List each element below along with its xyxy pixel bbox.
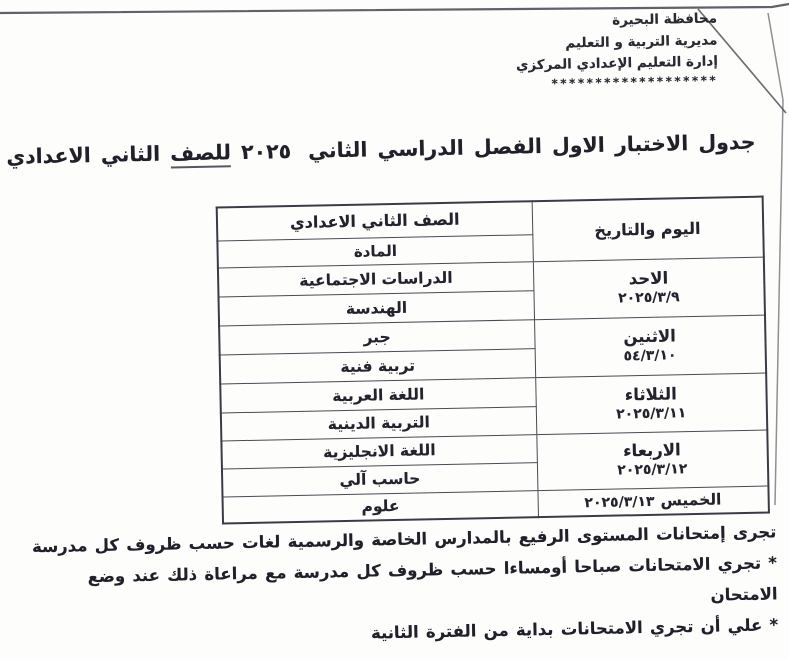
footer-notes: [28, 516, 778, 655]
table-header-row: [217, 197, 764, 241]
day-name: الاثنين: [535, 325, 765, 350]
subject-cell: اللغة الانجليزية: [221, 434, 536, 468]
day-cell-tuesday: [535, 373, 767, 435]
subject-cell: الدراسات الاجتماعية: [218, 261, 534, 296]
subject-cell: الهندسة: [218, 290, 534, 325]
header-grade: الصف الثاني الاعدادي: [217, 201, 533, 240]
day-date: ٢٠٢٥/٣/٩: [534, 287, 764, 310]
day-name: الاربعاء: [537, 439, 767, 464]
day-name: الاحد: [534, 267, 764, 292]
subject-cell: علوم: [223, 490, 538, 523]
subject-cell: جبر: [219, 319, 535, 354]
day-cell-thursday: [537, 486, 768, 518]
title-underlined-word: للصف: [170, 140, 231, 168]
letterhead-directorate: مديرية التربية و التعليم: [515, 30, 717, 56]
note-line-3: الامتحان: [29, 578, 777, 624]
day-date: ٢٠٢٥/٣/١٢: [537, 459, 767, 482]
letterhead-administration: إدارة التعليم الإعدادي المركزي: [516, 51, 718, 77]
day-date: ٢٠٢٥/٣/١١: [536, 402, 766, 425]
letterhead: [515, 8, 718, 92]
header-subject: المادة: [217, 234, 532, 267]
subject-cell: حاسب آلي: [222, 462, 537, 496]
day-date: ٢٠٢٥/٣/١٣: [584, 494, 654, 511]
page-title: [32, 130, 755, 169]
day-name: الثلاثاء: [536, 382, 766, 407]
letterhead-separator-stars: *******************: [516, 73, 718, 92]
subject-cell: اللغة العربية: [220, 377, 536, 412]
day-cell-wednesday: [536, 430, 768, 491]
subject-cell: تربية فنية: [220, 348, 536, 383]
day-cell-sunday: [533, 257, 765, 320]
subject-cell: التربية الدينية: [221, 406, 536, 440]
header-day-date: اليوم والتاريخ: [532, 197, 764, 262]
day-cell-monday: [534, 315, 766, 378]
day-date: ٥٤/٣/١٠: [535, 345, 765, 368]
day-name: الخميس: [660, 491, 721, 510]
title-year: ٢٠٢٥: [241, 139, 292, 164]
note-line-2: * تجري الامتحانات صباحا أومساءا حسب ظروف كل مدرسة مع مراعاة ذلك عند وضع: [29, 547, 777, 593]
title-part1: جدول الاختبار الاول الفصل الدراسي الثاني: [308, 130, 756, 163]
title-part3: الثاني الاعدادي: [6, 142, 160, 169]
note-line-4: * علي أن تجري الامتحانات بداية من الفترة الثانية: [30, 609, 778, 655]
letterhead-governorate: محافظة البحيرة: [515, 8, 717, 34]
note-line-1: تجرى إمتحانات المستوى الرفيع بالمدارس الخاصة والرسمية لغات حسب ظروف كل مدرسة: [28, 516, 776, 562]
exam-schedule-table: [216, 196, 770, 525]
